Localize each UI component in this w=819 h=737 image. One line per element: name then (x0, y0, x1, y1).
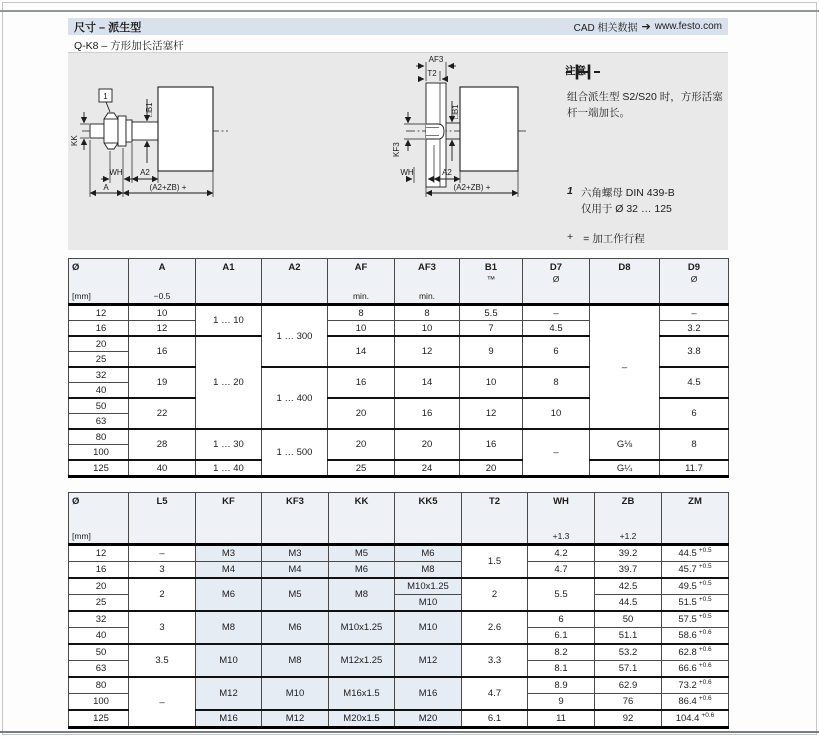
value-cell: 45.7 $^{+0.5}$ (662, 562, 729, 579)
plus-stroke-note (567, 231, 645, 246)
column-header-D7: D7 Ø (523, 259, 590, 305)
value-cell: 20 (328, 429, 395, 460)
column-header-B1: B1 ™ (460, 259, 523, 305)
wh-label-right: WH (400, 168, 414, 177)
value-cell: 10 (328, 321, 395, 337)
value-cell: 6 (523, 336, 590, 367)
a2zb-label-left: (A2+ZB) + (149, 183, 187, 192)
size-cell: 80 (69, 429, 129, 445)
value-cell: – (129, 545, 196, 562)
note-header (565, 63, 586, 78)
dimensions-table-1 (68, 258, 729, 478)
drawing-band (68, 52, 728, 250)
value-cell: 8.9 (528, 677, 595, 694)
value-cell: 6.1 (462, 710, 528, 728)
value-cell: 4.2 (528, 545, 595, 562)
value-cell: 2 (129, 578, 196, 611)
value-cell: 10 (460, 367, 523, 398)
value-cell: M4 (196, 562, 262, 579)
size-cell: 25 (69, 352, 129, 368)
value-cell: M10x1.25 (329, 611, 395, 644)
column-header-D8: D8 (590, 259, 660, 305)
value-cell: 14 (395, 367, 460, 398)
value-cell: 8 (660, 429, 729, 460)
a-label: A (103, 183, 109, 192)
value-cell: 22 (129, 398, 196, 429)
value-cell: 39.7 (595, 562, 662, 579)
value-cell: 57.1 (595, 661, 662, 678)
page-bottom-rule (0, 731, 819, 733)
value-cell: 58.6 $^{+0.6}$ (662, 628, 729, 645)
value-cell: M5 (262, 578, 329, 611)
value-cell: 1 … 20 (196, 336, 262, 429)
column-header-A1: A1 (196, 259, 262, 305)
value-cell: 86.4 $^{+0.6}$ (662, 694, 729, 711)
value-cell: 3.8 (660, 336, 729, 367)
footnote-1-marker: 1 (567, 185, 573, 197)
value-cell: 6.1 (528, 628, 595, 645)
page-title: 尺寸 – 派生型 (74, 21, 142, 34)
value-cell: M20 (395, 710, 462, 728)
value-cell: 1.5 (462, 545, 528, 579)
value-cell: M4 (262, 562, 329, 579)
value-cell: M10 (262, 677, 329, 710)
value-cell: G⅛ (590, 429, 660, 460)
value-cell: 8 (328, 305, 395, 321)
column-header-KF3: KF3 (262, 493, 329, 545)
value-cell: M12 (395, 644, 462, 677)
value-cell: M10 (196, 644, 262, 677)
column-header-A2: A2 (262, 259, 328, 305)
value-cell: 1 … 400 (262, 367, 328, 429)
value-cell: M6 (395, 545, 462, 562)
kf3-label: KF3 (392, 142, 401, 157)
column-header-KF: KF (196, 493, 262, 545)
value-cell: 25 (328, 460, 395, 477)
value-cell: 10 (395, 321, 460, 337)
value-cell: 53.2 (595, 644, 662, 661)
value-cell: 20 (460, 460, 523, 477)
size-cell: 50 (69, 644, 129, 661)
value-cell: M3 (262, 545, 329, 562)
size-cell: 25 (69, 595, 129, 612)
callout-1-label: 1 (103, 92, 108, 101)
value-cell: 16 (129, 336, 196, 367)
plus-text: = 加工作行程 (583, 233, 645, 245)
value-cell: 12 (395, 336, 460, 367)
column-header-Ø: Ø [mm] (69, 259, 129, 305)
page-subtitle: Q-K8 – 方形加长活塞杆 (74, 40, 184, 52)
value-cell: M8 (262, 644, 329, 677)
value-cell: M6 (329, 562, 395, 579)
value-cell: 51.1 (595, 628, 662, 645)
footnote-1-line2: 仅用于 Ø 32 … 125 (580, 203, 672, 216)
value-cell: 3 (129, 611, 196, 644)
value-cell: 44.5 (595, 595, 662, 612)
column-header-WH: WH +1.3 (528, 493, 595, 545)
value-cell: G¼ (590, 460, 660, 477)
value-cell: 62.8 $^{+0.6}$ (662, 644, 729, 661)
value-cell: 1 … 300 (262, 305, 328, 368)
value-cell: 50 (595, 611, 662, 628)
value-cell: M10 (395, 595, 462, 612)
af3-label: AF3 (428, 55, 444, 64)
page-top-rule (0, 10, 819, 12)
value-cell: 11.7 (660, 460, 729, 477)
column-header-KK: KK (329, 493, 395, 545)
value-cell: 11 (528, 710, 595, 728)
footnote-1-line1: 六角螺母 DIN 439-B (580, 187, 675, 199)
value-cell: 3 (129, 562, 196, 579)
footnote-1-text (581, 185, 675, 218)
value-cell: 9 (528, 694, 595, 711)
value-cell: 40 (129, 460, 196, 477)
kk-label: KK (70, 135, 79, 146)
value-cell: M6 (262, 611, 329, 644)
festo-link[interactable]: www.festo.com (654, 21, 722, 32)
value-cell: 1 … 10 (196, 305, 262, 337)
value-cell: M20x1.5 (329, 710, 395, 728)
size-cell: 16 (69, 562, 129, 579)
value-cell: 6 (528, 611, 595, 628)
column-header-D9: D9 Ø (660, 259, 729, 305)
note-body: 组合派生型 S2/S20 时，方形活塞杆一端加长。 (567, 91, 723, 120)
column-header-AF3: AF3 min. (395, 259, 460, 305)
value-cell: 49.5 $^{+0.5}$ (662, 578, 729, 595)
column-header-ZM: ZM (662, 493, 729, 545)
value-cell: – (129, 677, 196, 728)
value-cell: 1 … 40 (196, 460, 262, 477)
value-cell: 104.4 $^{+0.6}$ (662, 710, 729, 728)
size-cell: 80 (69, 677, 129, 694)
a2-label-left: A2 (140, 168, 150, 177)
value-cell: 4.5 (523, 321, 590, 337)
value-cell: 5.5 (460, 305, 523, 321)
value-cell: 9 (460, 336, 523, 367)
value-cell: 62.9 (595, 677, 662, 694)
value-cell: M10x1.25 (395, 578, 462, 595)
size-cell: 100 (69, 694, 129, 711)
size-cell: 16 (69, 321, 129, 337)
value-cell: M6 (196, 578, 262, 611)
value-cell: 4.5 (660, 367, 729, 398)
value-cell: 6 (660, 398, 729, 429)
size-cell: 20 (69, 578, 129, 595)
section-title-bar (68, 18, 728, 35)
value-cell: 2.6 (462, 611, 528, 644)
drawing-right (404, 62, 526, 197)
value-cell: 16 (328, 367, 395, 398)
plus-marker: + (567, 231, 574, 243)
value-cell: 4.7 (528, 562, 595, 579)
size-cell: 125 (69, 460, 129, 477)
value-cell: 51.5 $^{+0.5}$ (662, 595, 729, 612)
size-cell: 40 (69, 628, 129, 645)
a2zb-label-right: (A2+ZB) + (453, 183, 491, 192)
value-cell: 14 (328, 336, 395, 367)
value-cell: M10 (395, 611, 462, 644)
value-cell: 8 (523, 367, 590, 398)
value-cell: 16 (460, 429, 523, 460)
value-cell: 8.2 (528, 644, 595, 661)
value-cell: 3.2 (660, 321, 729, 337)
column-header-Ø: Ø [mm] (69, 493, 129, 545)
value-cell: 5.5 (528, 578, 595, 611)
arrow-right-icon: ➔ (641, 21, 651, 33)
notes-column (565, 59, 725, 247)
b1-label-right: □B1 (451, 104, 460, 119)
value-cell: 24 (395, 460, 460, 477)
size-cell: 20 (69, 336, 129, 352)
value-cell: 42.5 (595, 578, 662, 595)
value-cell: – (523, 305, 590, 321)
value-cell: – (523, 429, 590, 477)
value-cell: 3.3 (462, 644, 528, 677)
size-cell: 125 (69, 710, 129, 728)
value-cell: 12 (460, 398, 523, 429)
b1-label-left: □B1 (145, 102, 154, 117)
value-cell: 76 (595, 694, 662, 711)
value-cell: 44.5 $^{+0.5}$ (662, 545, 729, 562)
a2-label-right: A2 (442, 168, 452, 177)
size-cell: 100 (69, 445, 129, 461)
value-cell: 66.6 $^{+0.6}$ (662, 661, 729, 678)
value-cell: M12x1.25 (329, 644, 395, 677)
column-header-KK5: KK5 (395, 493, 462, 545)
value-cell: 73.2 $^{+0.6}$ (662, 677, 729, 694)
drawing-left (80, 87, 228, 197)
value-cell: M8 (196, 611, 262, 644)
value-cell: M8 (395, 562, 462, 579)
value-cell: M12 (196, 677, 262, 710)
value-cell: 39.2 (595, 545, 662, 562)
value-cell: 1 … 30 (196, 429, 262, 460)
value-cell: M16 (395, 677, 462, 710)
value-cell: 10 (523, 398, 590, 429)
footnote-1 (567, 185, 675, 218)
value-cell: 12 (129, 321, 196, 337)
value-cell: 8.1 (528, 661, 595, 678)
size-cell: 32 (69, 367, 129, 383)
size-cell: 63 (69, 414, 129, 430)
value-cell: M12 (262, 710, 329, 728)
cad-label: CAD 相关数据 (573, 23, 638, 34)
value-cell: 20 (395, 429, 460, 460)
column-header-ZB: ZB +1.2 (595, 493, 662, 545)
value-cell: 19 (129, 367, 196, 398)
piston-rod-pictogram-icon (565, 63, 601, 81)
value-cell: 7 (460, 321, 523, 337)
column-header-L5: L5 (129, 493, 196, 545)
dimensions-table-2 (68, 492, 729, 729)
value-cell: 16 (395, 398, 460, 429)
value-cell: M3 (196, 545, 262, 562)
value-cell: 92 (595, 710, 662, 728)
cad-reference (574, 19, 722, 34)
value-cell: 4.7 (462, 677, 528, 710)
value-cell: 28 (129, 429, 196, 460)
value-cell: M16x1.5 (329, 677, 395, 710)
value-cell: 8 (395, 305, 460, 321)
value-cell: 10 (129, 305, 196, 321)
t2-label: T2 (427, 69, 437, 78)
size-cell: 12 (69, 545, 129, 562)
size-cell: 50 (69, 398, 129, 414)
value-cell: 2 (462, 578, 528, 611)
value-cell: 3.5 (129, 644, 196, 677)
wh-label-left: WH (109, 168, 123, 177)
size-cell: 12 (69, 305, 129, 321)
value-cell: M8 (329, 578, 395, 611)
value-cell: 20 (328, 398, 395, 429)
value-cell: 1 … 500 (262, 429, 328, 477)
note-title: 注意 (565, 65, 586, 77)
column-header-T2: T2 (462, 493, 528, 545)
value-cell: 57.5 $^{+0.5}$ (662, 611, 729, 628)
value-cell: – (660, 305, 729, 321)
value-cell: M5 (329, 545, 395, 562)
content-area (68, 18, 728, 724)
size-cell: 32 (69, 611, 129, 628)
column-header-A: A −0.5 (129, 259, 196, 305)
value-cell: – (590, 305, 660, 430)
size-cell: 63 (69, 661, 129, 678)
size-cell: 40 (69, 383, 129, 399)
value-cell: M16 (196, 710, 262, 728)
column-header-AF: AF min. (328, 259, 395, 305)
